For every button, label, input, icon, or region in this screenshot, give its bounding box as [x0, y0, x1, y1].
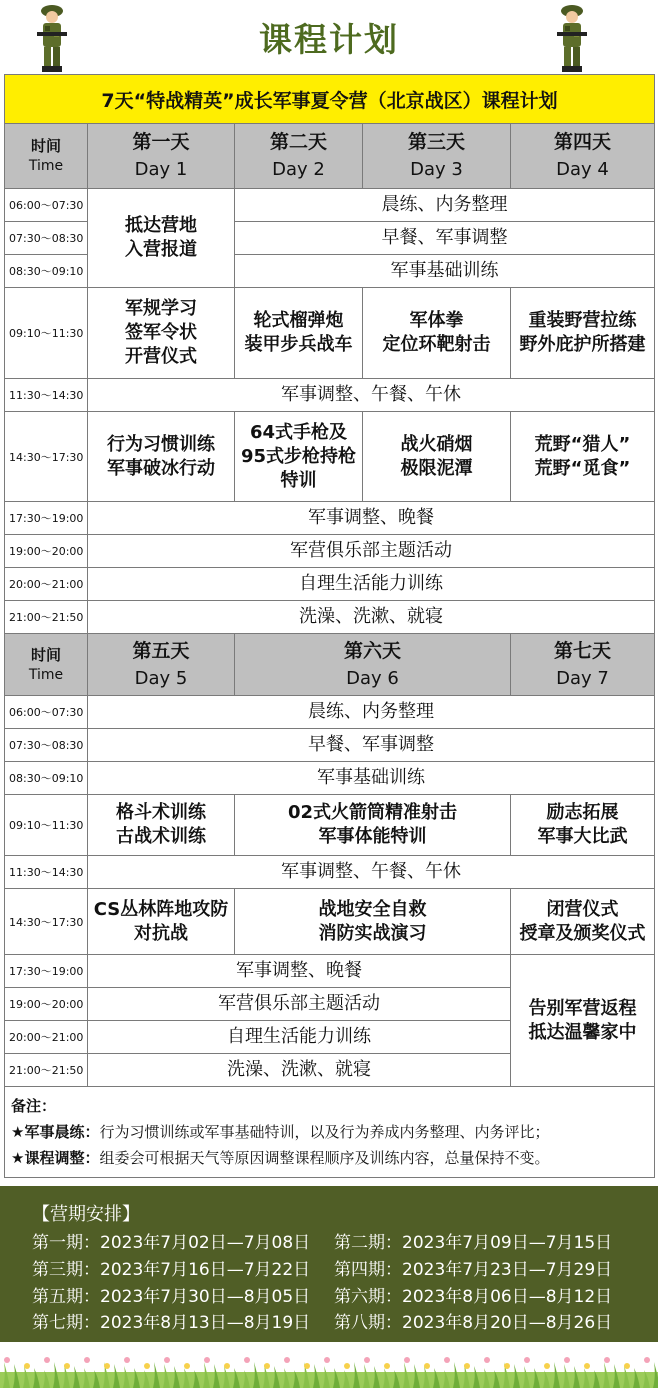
- table-row: [5, 696, 655, 729]
- activity-cell: CS丛林阵地攻防 对抗战: [88, 889, 235, 955]
- time-cell: 08:30～09:10: [5, 255, 88, 288]
- notes-heading: 备注：: [11, 1097, 57, 1115]
- activity-cell: 军营俱乐部主题活动: [88, 988, 511, 1021]
- activity-cell: 64式手枪及 95式步枪持枪 特训: [235, 412, 363, 502]
- schedule-banner: 7天“特战精英”成长军事夏令营（北京战区）课程计划: [5, 75, 655, 124]
- time-cell: 17:30～19:00: [5, 955, 88, 988]
- note-label: ★军事晨练：: [11, 1123, 100, 1141]
- table-row: [5, 288, 655, 379]
- activity-cell: 军营俱乐部主题活动: [88, 535, 655, 568]
- activity-cell: 轮式榴弹炮 装甲步兵战车: [235, 288, 363, 379]
- day-header: 第七天 Day 7: [511, 634, 655, 696]
- notes: [5, 1087, 655, 1178]
- session-item: 第二期：2023年7月09日—7月15日: [334, 1233, 613, 1253]
- activity-cell: 02式火箭筒精准射击 军事体能特训: [235, 795, 511, 856]
- activity-cell: 闭营仪式 授章及颁奖仪式: [511, 889, 655, 955]
- notes-row: [5, 1087, 655, 1178]
- grass-flower-border: [0, 1346, 658, 1388]
- table-row: [5, 889, 655, 955]
- time-cell: 20:00～21:00: [5, 568, 88, 601]
- camp-schedule-title: 【营期安排】: [32, 1204, 140, 1225]
- activity-cell: 告别军营返程 抵达温馨家中: [511, 955, 655, 1087]
- session-item: 第六期：2023年8月06日—8月12日: [334, 1287, 613, 1307]
- session-item: 第七期：2023年8月13日—8月19日: [32, 1313, 311, 1333]
- activity-cell: 军事调整、午餐、午休: [88, 856, 655, 889]
- time-cell: 09:10～11:30: [5, 288, 88, 379]
- week2-header-row: [5, 634, 655, 696]
- table-row: [5, 601, 655, 634]
- soldier-icon: [555, 2, 589, 74]
- session-item: 第四期：2023年7月23日—7月29日: [334, 1260, 613, 1280]
- page-title: 课程计划: [259, 20, 399, 59]
- table-row: [5, 568, 655, 601]
- activity-cell: 洗澡、洗漱、就寝: [88, 601, 655, 634]
- activity-cell: 军事调整、晚餐: [88, 955, 511, 988]
- table-row: [5, 856, 655, 889]
- time-cell: 08:30～09:10: [5, 762, 88, 795]
- day-header: 第二天 Day 2: [235, 124, 363, 189]
- activity-cell: 军规学习 签军令状 开营仪式: [88, 288, 235, 379]
- activity-cell: 早餐、军事调整: [235, 222, 655, 255]
- table-row: [5, 955, 655, 988]
- table-row: [5, 535, 655, 568]
- table-row: [5, 502, 655, 535]
- activity-cell: 军事基础训练: [235, 255, 655, 288]
- session-item: 第三期：2023年7月16日—7月22日: [32, 1260, 311, 1280]
- activity-cell: 行为习惯训练 军事破冰行动: [88, 412, 235, 502]
- time-cell: 11:30～14:30: [5, 379, 88, 412]
- activity-cell: 晨练、内务整理: [88, 696, 655, 729]
- time-header: 时间 Time: [5, 634, 88, 696]
- day-header: 第四天 Day 4: [511, 124, 655, 189]
- time-cell: 20:00～21:00: [5, 1021, 88, 1054]
- header: [0, 0, 658, 72]
- time-cell: 11:30～14:30: [5, 856, 88, 889]
- activity-cell: 格斗术训练 古战术训练: [88, 795, 235, 856]
- activity-cell: 军事调整、午餐、午休: [88, 379, 655, 412]
- session-item: 第五期：2023年7月30日—8月05日: [32, 1287, 311, 1307]
- session-item: 第一期：2023年7月02日—7月08日: [32, 1233, 311, 1253]
- activity-cell: 自理生活能力训练: [88, 568, 655, 601]
- time-cell: 21:00～21:50: [5, 1054, 88, 1087]
- note-text: 组委会可根据天气等原因调整课程顺序及训练内容，总量保持不变。: [99, 1149, 550, 1167]
- time-cell: 06:00～07:30: [5, 189, 88, 222]
- note-label: ★课程调整：: [11, 1149, 100, 1167]
- activity-cell: 晨练、内务整理: [235, 189, 655, 222]
- time-cell: 17:30～19:00: [5, 502, 88, 535]
- day-header: 第一天 Day 1: [88, 124, 235, 189]
- activity-cell: 抵达营地 入营报道: [88, 189, 235, 288]
- week1-header-row: [5, 124, 655, 189]
- time-cell: 19:00～20:00: [5, 988, 88, 1021]
- table-row: [5, 412, 655, 502]
- activity-cell: 重装野营拉练 野外庇护所搭建: [511, 288, 655, 379]
- table-row: [5, 795, 655, 856]
- activity-cell: 洗澡、洗漱、就寝: [88, 1054, 511, 1087]
- day-header: 第三天 Day 3: [363, 124, 511, 189]
- note-text: 行为习惯训练或军事基础特训，以及行为养成内务整理、内务评比；: [99, 1123, 550, 1141]
- activity-cell: 励志拓展 军事大比武: [511, 795, 655, 856]
- day-header: 第六天 Day 6: [235, 634, 511, 696]
- time-cell: 07:30～08:30: [5, 222, 88, 255]
- session-item: 第八期：2023年8月20日—8月26日: [334, 1313, 613, 1333]
- activity-cell: 战火硝烟 极限泥潭: [363, 412, 511, 502]
- table-row: [5, 189, 655, 222]
- table-row: [5, 762, 655, 795]
- time-cell: 09:10～11:30: [5, 795, 88, 856]
- time-cell: 06:00～07:30: [5, 696, 88, 729]
- table-row: [5, 379, 655, 412]
- activity-cell: 军体拳 定位环靶射击: [363, 288, 511, 379]
- time-cell: 14:30～17:30: [5, 412, 88, 502]
- activity-cell: 自理生活能力训练: [88, 1021, 511, 1054]
- camp-schedule: [0, 1186, 658, 1342]
- day-header: 第五天 Day 5: [88, 634, 235, 696]
- time-cell: 14:30～17:30: [5, 889, 88, 955]
- time-header: 时间 Time: [5, 124, 88, 189]
- time-cell: 21:00～21:50: [5, 601, 88, 634]
- activity-cell: 军事调整、晚餐: [88, 502, 655, 535]
- time-cell: 07:30～08:30: [5, 729, 88, 762]
- activity-cell: 早餐、军事调整: [88, 729, 655, 762]
- activity-cell: 军事基础训练: [88, 762, 655, 795]
- time-cell: 19:00～20:00: [5, 535, 88, 568]
- table-row: [5, 729, 655, 762]
- schedule-table: [4, 74, 655, 1178]
- activity-cell: 战地安全自救 消防实战演习: [235, 889, 511, 955]
- activity-cell: 荒野“猎人” 荒野“觅食”: [511, 412, 655, 502]
